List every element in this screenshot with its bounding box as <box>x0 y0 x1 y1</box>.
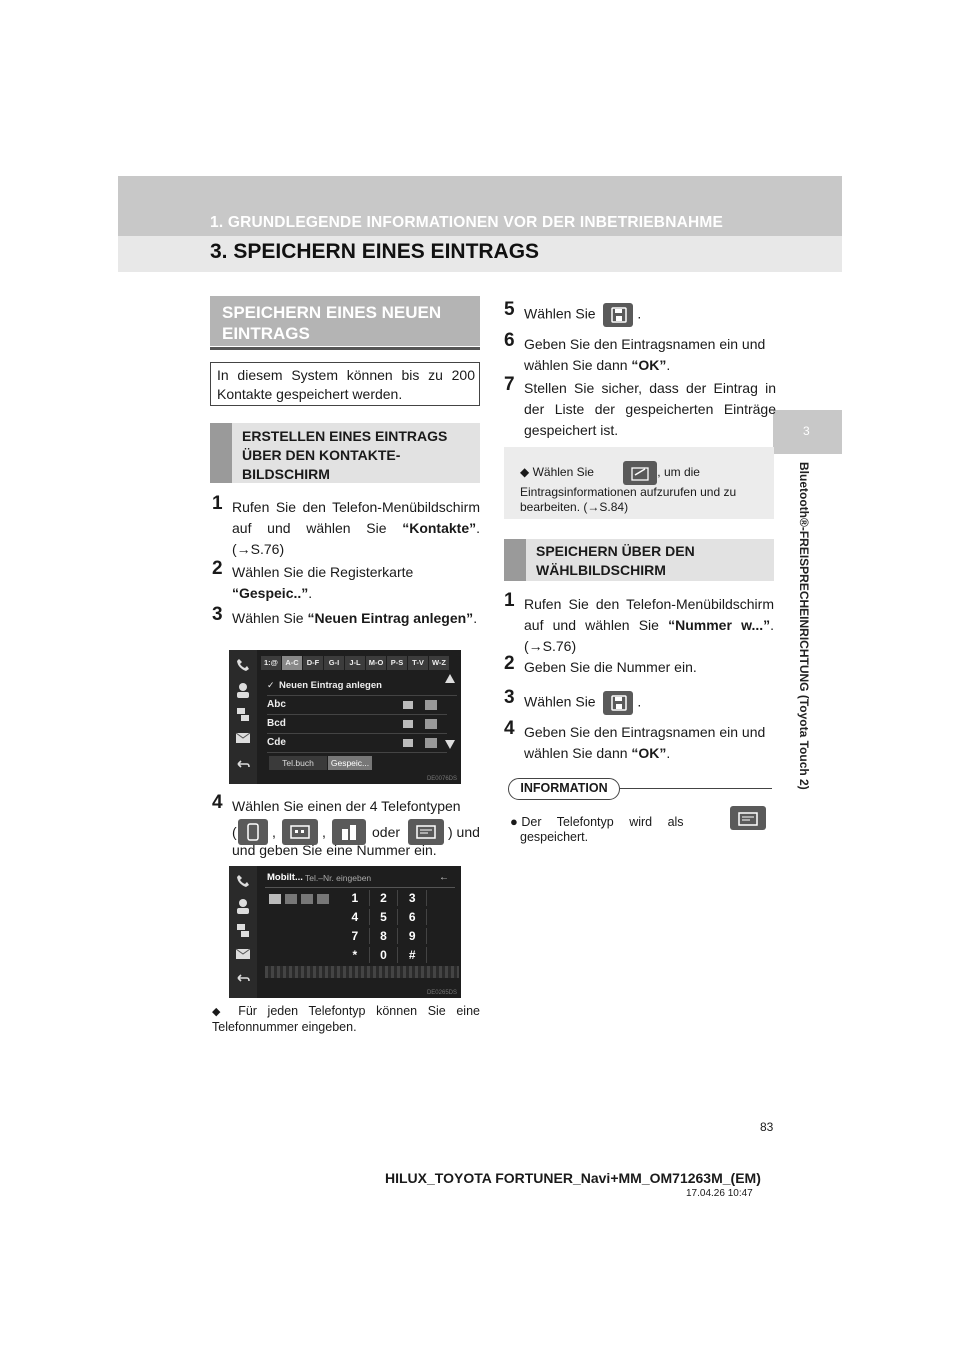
note-bullet: ◆ Für jeden Telefontyp können Sie eine Telefonnummer eingeben. <box>212 1004 480 1034</box>
phone-type-line: ( , , oder ) und <box>232 818 482 848</box>
phone-type-icons <box>269 894 329 904</box>
home-type-icon[interactable] <box>285 894 297 904</box>
edit-icon[interactable] <box>425 738 437 748</box>
mobile-type-icon[interactable] <box>269 894 281 904</box>
subhead-contacts-text: ERSTELLEN EINES EINTRAGS ÜBER DEN KONTAKTE-BILDSCHIRM <box>242 428 448 482</box>
contact-name: Cde <box>267 737 286 748</box>
alphabet-tab[interactable]: 1:@ <box>261 656 281 670</box>
side-label <box>789 462 813 842</box>
list-item[interactable]: ✓ Neuen Eintrag anlegen <box>267 678 457 696</box>
scroll-down-icon[interactable] <box>445 740 455 749</box>
screenshot-contacts-list <box>229 650 461 784</box>
side-label-text: Bluetooth®-FREISPRECHEINRICHTUNG (Toyota Touch 2) <box>797 462 811 790</box>
section-header <box>118 236 842 272</box>
edit-note-text: , um die Eintragsinformationen aufzurufen und zu bearbeiten. (→S.84) <box>520 465 737 514</box>
keypad-key[interactable]: 5 <box>370 909 399 925</box>
info-text: In diesem System können bis zu 200 Kontakte gespeichert werden. <box>217 367 475 402</box>
back-icon <box>235 972 251 984</box>
save-icon <box>603 303 633 327</box>
figure-code: DE0076DS <box>426 776 457 782</box>
phone-type-select[interactable]: Mobilt... <box>267 872 303 883</box>
phone-type-icon <box>403 720 413 728</box>
new-entry-label: Neuen Eintrag anlegen <box>279 680 382 691</box>
section-title-band <box>210 296 480 346</box>
section-title-rule <box>210 347 480 350</box>
keypad-key[interactable]: 2 <box>370 890 399 906</box>
keypad-key[interactable]: 3 <box>398 890 427 906</box>
phone-icon <box>236 874 250 888</box>
alphabet-tab[interactable]: P-S <box>387 656 407 670</box>
alphabet-tab[interactable]: D-F <box>303 656 323 670</box>
keypad-key[interactable]: 1 <box>341 890 370 906</box>
edit-icon <box>623 461 657 485</box>
history-icon <box>235 706 251 722</box>
contact-list <box>267 696 447 753</box>
alphabet-tabs <box>261 656 449 670</box>
keypad-key[interactable]: # <box>398 947 427 963</box>
alphabet-tab[interactable]: T-V <box>408 656 428 670</box>
subhead-contacts <box>210 423 480 483</box>
tab-saved[interactable]: Gespeic... <box>328 756 372 770</box>
work-type-icon[interactable] <box>301 894 313 904</box>
keypad-key[interactable]: 9 <box>398 928 427 944</box>
keypad-key[interactable]: * <box>341 947 370 963</box>
screenshot-number-entry <box>229 866 461 998</box>
edit-icon[interactable] <box>425 700 437 710</box>
back-icon <box>235 758 251 770</box>
history-icon <box>235 922 251 938</box>
list-item[interactable] <box>267 734 447 753</box>
alphabet-tab[interactable]: W-Z <box>429 656 449 670</box>
list-item[interactable] <box>267 715 447 734</box>
message-icon <box>235 948 251 960</box>
number-placeholder: Tel.–Nr. eingeben <box>305 873 372 883</box>
information-rule <box>620 788 772 789</box>
info-box <box>210 362 480 406</box>
note-text: Für jeden Telefontyp können Sie eine Telefonnummer eingeben. <box>212 1004 480 1034</box>
delete-icon[interactable]: ← <box>439 872 449 883</box>
chapter-title: 1. GRUNDLEGENDE INFORMATIONEN VOR DER INBETRIEBNAHME <box>210 214 724 231</box>
subhead-dial-text: SPEICHERN ÜBER DEN WÄHLBILDSCHIRM <box>536 543 695 578</box>
save-icon <box>603 691 633 715</box>
information-text: Der Telefontyp wird als <box>521 815 684 829</box>
keypad <box>341 890 427 963</box>
contact-name: Bcd <box>267 718 286 729</box>
phone-type-icon <box>403 739 413 747</box>
alphabet-tab[interactable]: G-I <box>324 656 344 670</box>
information-label: INFORMATION <box>508 778 620 800</box>
subhead-dial <box>504 539 774 581</box>
phone-type-icon <box>403 701 413 709</box>
page-number: 83 <box>760 1120 774 1134</box>
scroll-up-icon[interactable] <box>445 674 455 683</box>
list-item[interactable] <box>267 696 447 715</box>
page-title: 3. SPEICHERN EINES EINTRAGS <box>210 240 540 263</box>
section-title: SPEICHERN EINES NEUEN EINTRAGS <box>222 303 442 343</box>
figure-code: DE0265DS <box>426 990 457 996</box>
contact-icon <box>235 682 251 698</box>
phone-icon <box>236 658 250 672</box>
other-type-icon <box>730 806 766 830</box>
tab-phonebook[interactable]: Tel.buch <box>269 756 327 770</box>
step-4-line-2: und geben Sie eine Nummer ein. <box>232 842 437 858</box>
contact-name: Abc <box>267 699 286 710</box>
chapter-tab <box>773 410 842 454</box>
alphabet-tab[interactable]: M-O <box>366 656 386 670</box>
chapter-header <box>118 176 842 236</box>
keypad-key[interactable]: 4 <box>341 909 370 925</box>
keypad-footer <box>265 966 459 978</box>
message-icon <box>235 732 251 744</box>
contact-icon <box>235 898 251 914</box>
keypad-key[interactable]: 8 <box>370 928 399 944</box>
keypad-key[interactable]: 7 <box>341 928 370 944</box>
information-note: ● Der Telefontyp wird als gespeichert. <box>510 814 772 845</box>
keypad-key[interactable]: 0 <box>370 947 399 963</box>
other-type-icon[interactable] <box>317 894 329 904</box>
number-input[interactable] <box>265 870 455 888</box>
timestamp: 17.04.26 10:47 <box>686 1188 753 1199</box>
document-id: HILUX_TOYOTA FORTUNER_Navi+MM_OM71263M_(EM) <box>385 1170 761 1186</box>
edit-icon[interactable] <box>425 719 437 729</box>
alphabet-tab[interactable]: J-L <box>345 656 365 670</box>
keypad-key[interactable]: 6 <box>398 909 427 925</box>
alphabet-tab[interactable]: A-C <box>282 656 302 670</box>
edit-note-box: ◆ Wählen Sie , um die Eintragsinformationen aufzurufen und zu bearbeiten. (→S.84) <box>504 447 774 519</box>
chapter-number: 3 <box>803 424 810 438</box>
